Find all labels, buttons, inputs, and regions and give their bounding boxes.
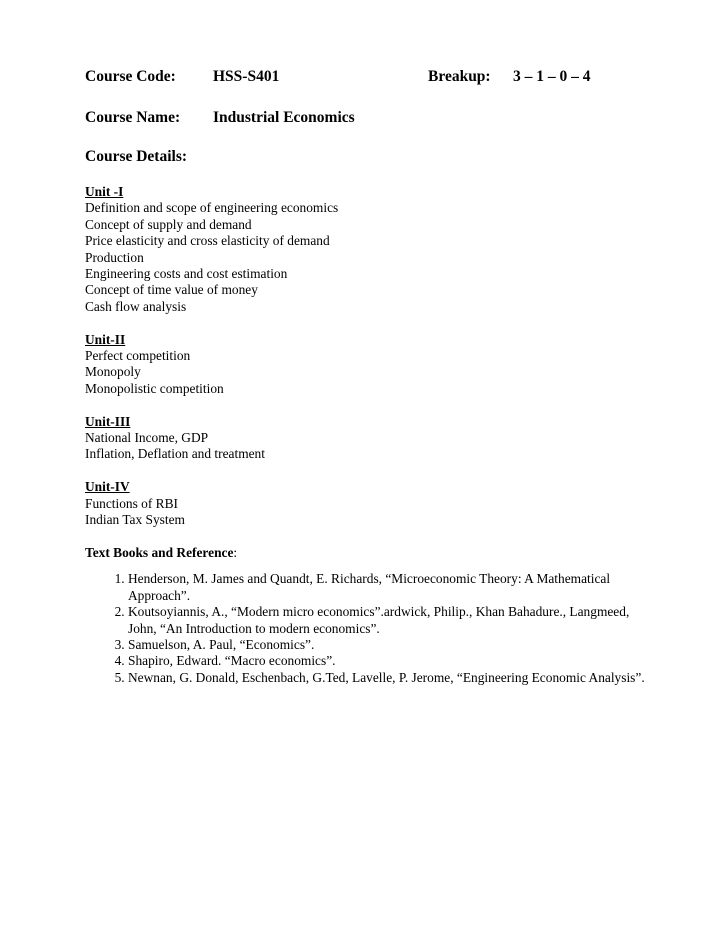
unit-topic: National Income, GDP (85, 430, 209, 446)
unit-topic: Price elasticity and cross elasticity of demand (85, 233, 330, 249)
unit-topic: Cash flow analysis (85, 298, 187, 314)
unit-topic: Monopolistic competition (85, 380, 224, 396)
unit-section (85, 479, 645, 528)
unit-title: Unit-II (85, 331, 126, 347)
unit-section (85, 414, 645, 463)
course-content (85, 184, 645, 686)
reference-item: 4. Shapiro, Edward. “Macro economics”. (128, 653, 645, 669)
course-code-label: Course Code: (85, 68, 176, 85)
reference-item: 5. Newnan, G. Donald, Eschenbach, G.Ted, Lavelle, P. Jerome, “Engineering Economic Analysis”. (128, 670, 645, 686)
reference-item: 1. Henderson, M. James and Quandt, E. Richards, “Microeconomic Theory: A Mathematical Approach”. (128, 571, 645, 604)
course-name-value: Industrial Economics (213, 109, 355, 126)
unit-section (85, 184, 645, 315)
unit-topic: Concept of supply and demand (85, 216, 252, 232)
unit-title: Unit -I (85, 184, 124, 199)
unit-title: Unit-III (85, 413, 131, 429)
references-colon: : (233, 544, 238, 560)
unit-topic: Perfect competition (85, 348, 191, 364)
reference-list (85, 571, 645, 686)
unit-topic: Functions of RBI (85, 495, 178, 511)
course-details-heading: Course Details: (85, 148, 188, 165)
unit-topic: Concept of time value of money (85, 282, 258, 298)
course-code-value: HSS-S401 (213, 68, 280, 85)
unit-topic: Definition and scope of engineering economics (85, 200, 339, 216)
unit-topic: Inflation, Deflation and treatment (85, 446, 265, 462)
unit-topic: Monopoly (85, 364, 141, 380)
breakup-value: 3 – 1 – 0 – 4 (513, 68, 591, 85)
references-heading (85, 545, 645, 561)
references-title: Text Books and Reference (85, 544, 234, 560)
unit-section (85, 332, 645, 398)
reference-item: 3. Samuelson, A. Paul, “Economics”. (128, 637, 645, 653)
reference-item: 2. Koutsoyiannis, A., “Modern micro economics”.ardwick, Philip., Khan Bahadure., Langmeed, John, “An Introduction to modern economics”. (128, 604, 645, 637)
breakup-label: Breakup: (428, 68, 491, 85)
unit-topic: Engineering costs and cost estimation (85, 266, 288, 282)
course-name-label: Course Name: (85, 109, 181, 126)
unit-title: Unit-IV (85, 479, 130, 495)
unit-topic: Production (85, 249, 144, 265)
unit-topic: Indian Tax System (85, 512, 185, 528)
